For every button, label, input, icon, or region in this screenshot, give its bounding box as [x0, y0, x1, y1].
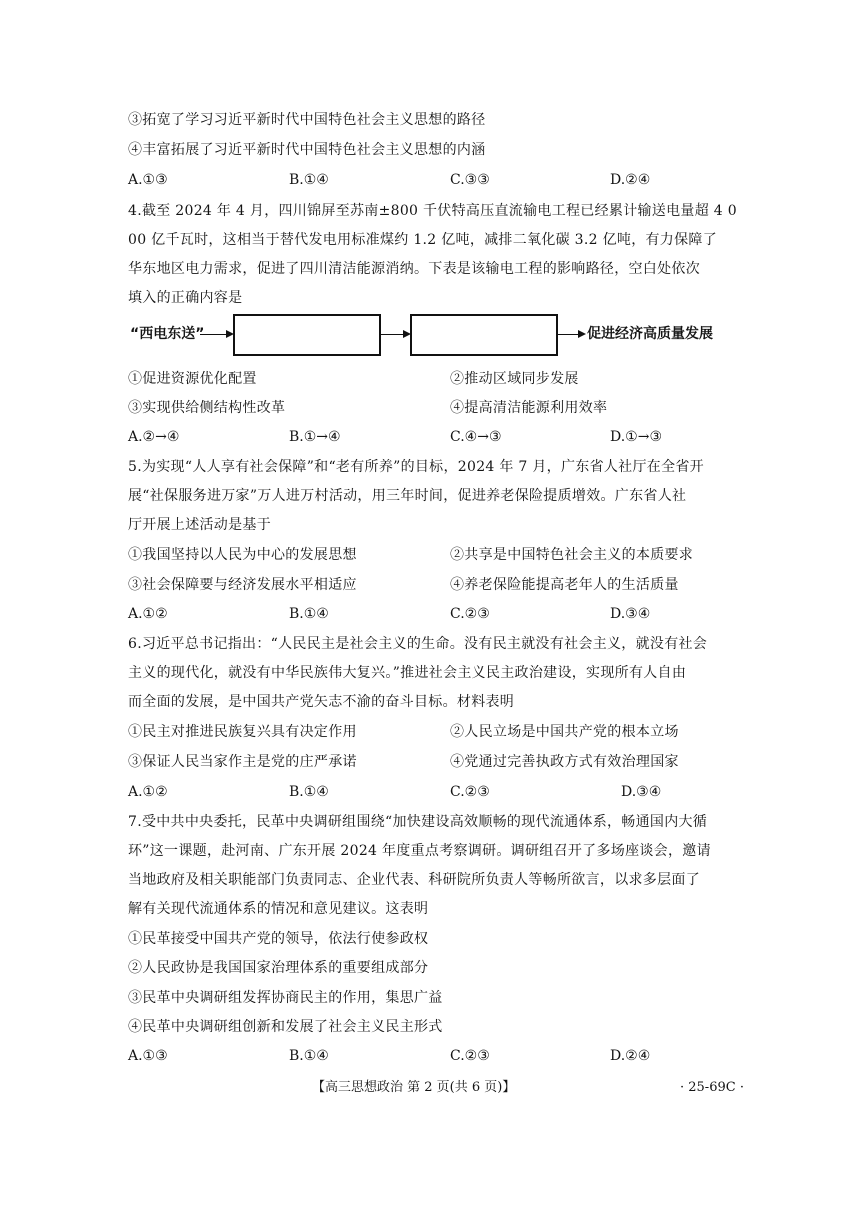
q7-stem-line-3: 当地政府及相关职能部门负责同志、企业代表、科研院所负责人等畅所欲言，以求多层面了 [128, 872, 700, 888]
prev-option-b: B.①④ [289, 172, 329, 188]
q5-option-c: C.②③ [450, 606, 490, 622]
q4-item-3: ③实现供给侧结构性改革 [128, 400, 286, 416]
q7-stem-line-1: 7.受中共中央委托，民革中央调研组围绕“加快建设高效顺畅的现代流通体系，畅通国内大循 [128, 814, 708, 830]
q5-item-4: ④养老保险能提高老年人的生活质量 [450, 577, 679, 593]
q4-item-2: ②推动区域同步发展 [450, 371, 579, 387]
q4-stem-line-1: 4.截至 2024 年 4 月，四川锦屏至苏南±800 千伏特高压直流输电工程已经累计输送电量超 4 0 [128, 203, 737, 219]
q4-item-4: ④提高清洁能源利用效率 [450, 400, 608, 416]
q5-stem-line-2: 展“社保服务进万家”万人进万村活动，用三年时间，促进养老保险提质增效。广东省人社 [128, 488, 687, 504]
q7-option-c: C.②③ [450, 1048, 490, 1064]
prev-option-d: D.②④ [610, 172, 651, 188]
prev-item-3: ③拓宽了学习习近平新时代中国特色社会主义思想的路径 [128, 112, 486, 128]
q5-item-1: ①我国坚持以人民为中心的发展思想 [128, 547, 357, 563]
q7-stem-line-2: 环”这一课题，赴河南、广东开展 2024 年度重点考察调研。调研组召开了多场座谈会，邀请 [128, 843, 711, 859]
q5-item-3: ③社会保障要与经济发展水平相适应 [128, 577, 357, 593]
q5-option-a: A.①② [128, 606, 168, 622]
q7-option-b: B.①④ [289, 1048, 329, 1064]
q5-item-2: ②共享是中国特色社会主义的本质要求 [450, 547, 694, 563]
flow-start-label: “西电东送” [130, 326, 205, 342]
q6-option-c: C.②③ [450, 784, 490, 800]
q7-item-3: ③民革中央调研组发挥协商民主的作用，集思广益 [128, 990, 443, 1006]
prev-item-4: ④丰富拓展了习近平新时代中国特色社会主义思想的内涵 [128, 142, 486, 158]
page-footer-label: 【高三思想政治 第 2 页(共 6 页)】 [312, 1080, 516, 1095]
prev-option-c: C.③③ [450, 172, 490, 188]
q5-option-d: D.③④ [610, 606, 651, 622]
q4-option-d: D.①→③ [610, 429, 663, 445]
q4-option-b: B.①→④ [289, 429, 341, 445]
q6-option-b: B.①④ [289, 784, 329, 800]
q6-item-4: ④党通过完善执政方式有效治理国家 [450, 754, 679, 770]
q6-stem-line-2: 主义的现代化，就没有中华民族伟大复兴。”推进社会主义民主政治建设，实现所有人自由 [128, 665, 687, 681]
q7-option-a: A.①③ [128, 1048, 168, 1064]
q6-item-1: ①民主对推进民族复兴具有决定作用 [128, 724, 357, 740]
q6-stem-line-3: 而全面的发展，是中国共产党矢志不渝的奋斗目标。材料表明 [128, 694, 515, 710]
flow-arrow-3 [558, 334, 578, 335]
flow-arrow-2 [381, 334, 403, 335]
q6-option-a: A.①② [128, 784, 168, 800]
q7-item-2: ②人民政协是我国国家治理体系的重要组成部分 [128, 960, 429, 976]
q4-stem-line-2: 00 亿千瓦时，这相当于替代发电用标准煤约 1.2 亿吨，减排二氧化碳 3.2 亿吨，有力保障了 [128, 232, 717, 248]
q7-item-1: ①民革接受中国共产党的领导，依法行使参政权 [128, 931, 429, 947]
q7-option-d: D.②④ [610, 1048, 651, 1064]
q4-option-c: C.④→③ [450, 429, 502, 445]
q4-option-a: A.②→④ [128, 429, 180, 445]
q6-option-d: D.③④ [621, 784, 662, 800]
q6-item-2: ②人民立场是中国共产党的根本立场 [450, 724, 679, 740]
flow-end-label: 促进经济高质量发展 [587, 326, 713, 342]
q7-item-4: ④民革中央调研组创新和发展了社会主义民主形式 [128, 1019, 443, 1035]
q5-stem-line-1: 5.为实现“人人享有社会保障”和“老有所养”的目标，2024 年 7 月，广东省人社厅在全省开 [128, 459, 704, 475]
q4-item-1: ①促进资源优化配置 [128, 371, 257, 387]
q4-stem-line-3: 华东地区电力需求，促进了四川清洁能源消纳。下表是该输电工程的影响路径，空白处依次 [128, 261, 700, 277]
flow-arrow-3-head [578, 330, 586, 338]
q4-stem-line-4: 填入的正确内容是 [128, 290, 243, 306]
flow-blank-box-2 [410, 314, 558, 356]
q5-option-b: B.①④ [289, 606, 329, 622]
q7-stem-line-4: 解有关现代流通体系的情况和意见建议。这表明 [128, 901, 429, 917]
flow-blank-box-1 [233, 314, 381, 356]
q5-stem-line-3: 厅开展上述活动是基于 [128, 517, 271, 533]
q6-item-3: ③保证人民当家作主是党的庄严承诺 [128, 754, 357, 770]
page-footer-code: · 25-69C · [680, 1080, 744, 1095]
prev-option-a: A.①③ [128, 172, 168, 188]
q6-stem-line-1: 6.习近平总书记指出：“人民民主是社会主义的生命。没有民主就没有社会主义，就没有社会 [128, 636, 708, 652]
flow-arrow-1 [200, 334, 226, 335]
